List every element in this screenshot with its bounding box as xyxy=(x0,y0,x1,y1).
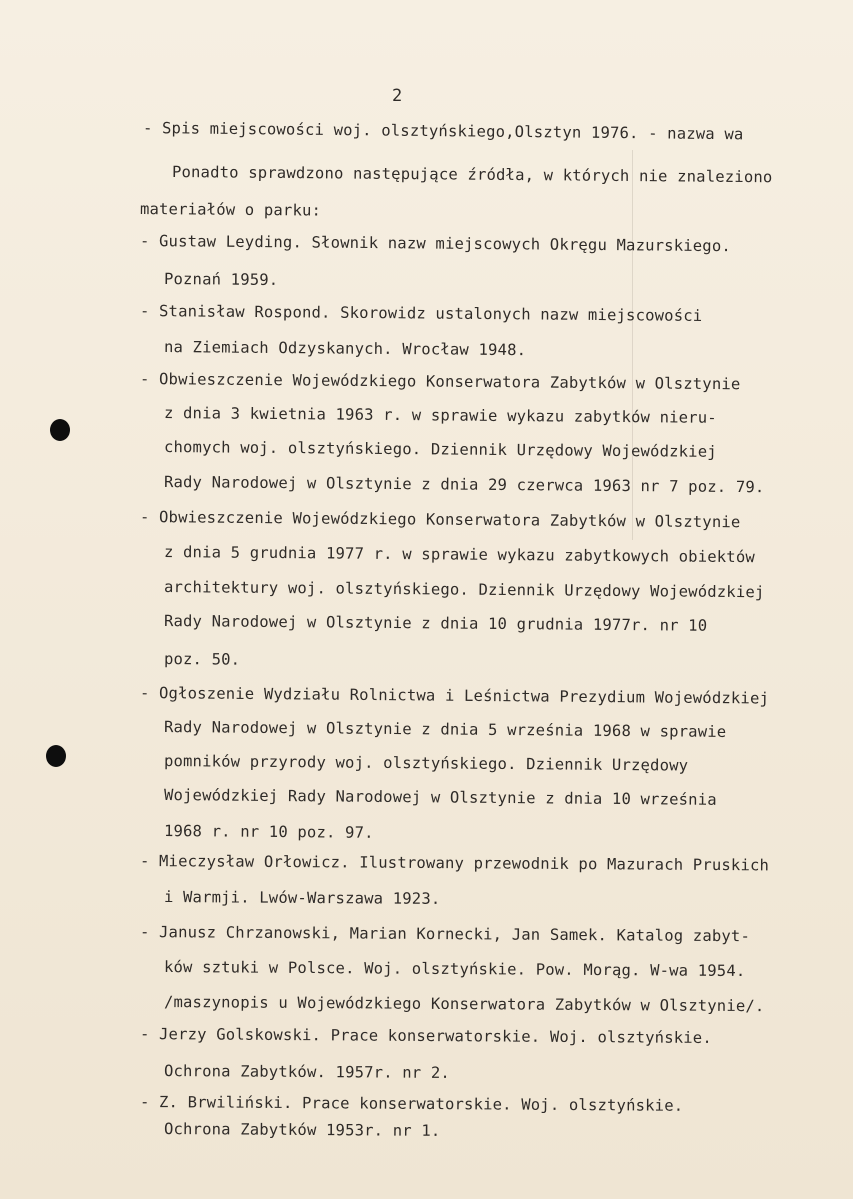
bibliography-line: na Ziemiach Odzyskanych. Wrocław 1948. xyxy=(163,338,527,360)
text-line: Ponadto sprawdzono następujące źródła, w których nie znaleziono xyxy=(171,163,773,187)
text-line: materiałów o parku: xyxy=(139,200,322,220)
bibliography-line: Ochrona Zabytków 1953r. nr 1. xyxy=(163,1120,441,1140)
bibliography-line: Poznań 1959. xyxy=(163,270,279,289)
bibliography-line: chomych woj. olsztyńskiego. Dziennik Urzędowy Wojewódzkiej xyxy=(163,438,717,461)
bibliography-line: pomników przyrody woj. olsztyńskiego. Dziennik Urzędowy xyxy=(163,752,689,775)
bibliography-line: /maszynopis u Wojewódzkiego Konserwatora Zabytków w Olsztynie/. xyxy=(163,993,765,1016)
bibliography-line: Ochrona Zabytków. 1957r. nr 2. xyxy=(163,1062,451,1082)
bibliography-line: - Obwieszczenie Wojewódzkiego Konserwatora Zabytków w Olsztynie xyxy=(139,508,741,532)
bibliography-line: - Spis miejscowości woj. olsztyńskiego,Olsztyn 1976. - nazwa wa xyxy=(142,119,744,144)
bibliography-line: - Ogłoszenie Wydziału Rolnictwa i Leśnictwa Prezydium Wojewódzkiej xyxy=(139,684,770,708)
bibliography-line: i Warmji. Lwów-Warszawa 1923. xyxy=(163,888,441,908)
bibliography-line: ków sztuki w Polsce. Woj. olsztyńskie. Pow. Morąg. W-wa 1954. xyxy=(163,958,746,981)
bibliography-line: - Z. Brwiliński. Prace konserwatorskie. Woj. olsztyńskie. xyxy=(139,1093,684,1115)
bibliography-line: 1968 r. nr 10 poz. 97. xyxy=(163,822,374,842)
bibliography-line: z dnia 3 kwietnia 1963 r. w sprawie wykazu zabytków nieru- xyxy=(163,404,717,427)
punch-hole-icon xyxy=(50,419,70,441)
bibliography-line: Rady Narodowej w Olsztynie z dnia 5 września 1968 w sprawie xyxy=(163,718,727,741)
bibliography-line: - Obwieszczenie Wojewódzkiego Konserwatora Zabytków w Olsztynie xyxy=(139,370,741,394)
page-number: 2 xyxy=(392,86,403,106)
bibliography-line: Rady Narodowej w Olsztynie z dnia 10 grudnia 1977r. nr 10 xyxy=(163,612,708,635)
bibliography-line: poz. 50. xyxy=(163,650,241,669)
bibliography-line: - Mieczysław Orłowicz. Ilustrowany przewodnik po Mazurach Pruskich xyxy=(139,852,770,875)
bibliography-line: architektury woj. olsztyńskiego. Dziennik Urzędowy Wojewódzkiej xyxy=(163,578,765,602)
bibliography-line: - Jerzy Golskowski. Prace konserwatorskie. Woj. olsztyńskie. xyxy=(139,1025,712,1047)
bibliography-line: Rady Narodowej w Olsztynie z dnia 29 czerwca 1963 nr 7 poz. 79. xyxy=(163,473,765,497)
bibliography-line: Wojewódzkiej Rady Narodowej w Olsztynie z dnia 10 września xyxy=(163,786,717,809)
bibliography-line: - Gustaw Leyding. Słownik nazw miejscowych Okręgu Mazurskiego. xyxy=(139,232,732,256)
punch-hole-icon xyxy=(46,745,66,767)
bibliography-line: - Janusz Chrzanowski, Marian Kornecki, Jan Samek. Katalog zabyt- xyxy=(139,923,751,946)
bibliography-line: z dnia 5 grudnia 1977 r. w sprawie wykazu zabytkowych obiektów xyxy=(163,543,756,567)
bibliography-line: - Stanisław Rospond. Skorowidz ustalonych nazw miejscowości xyxy=(139,302,703,325)
